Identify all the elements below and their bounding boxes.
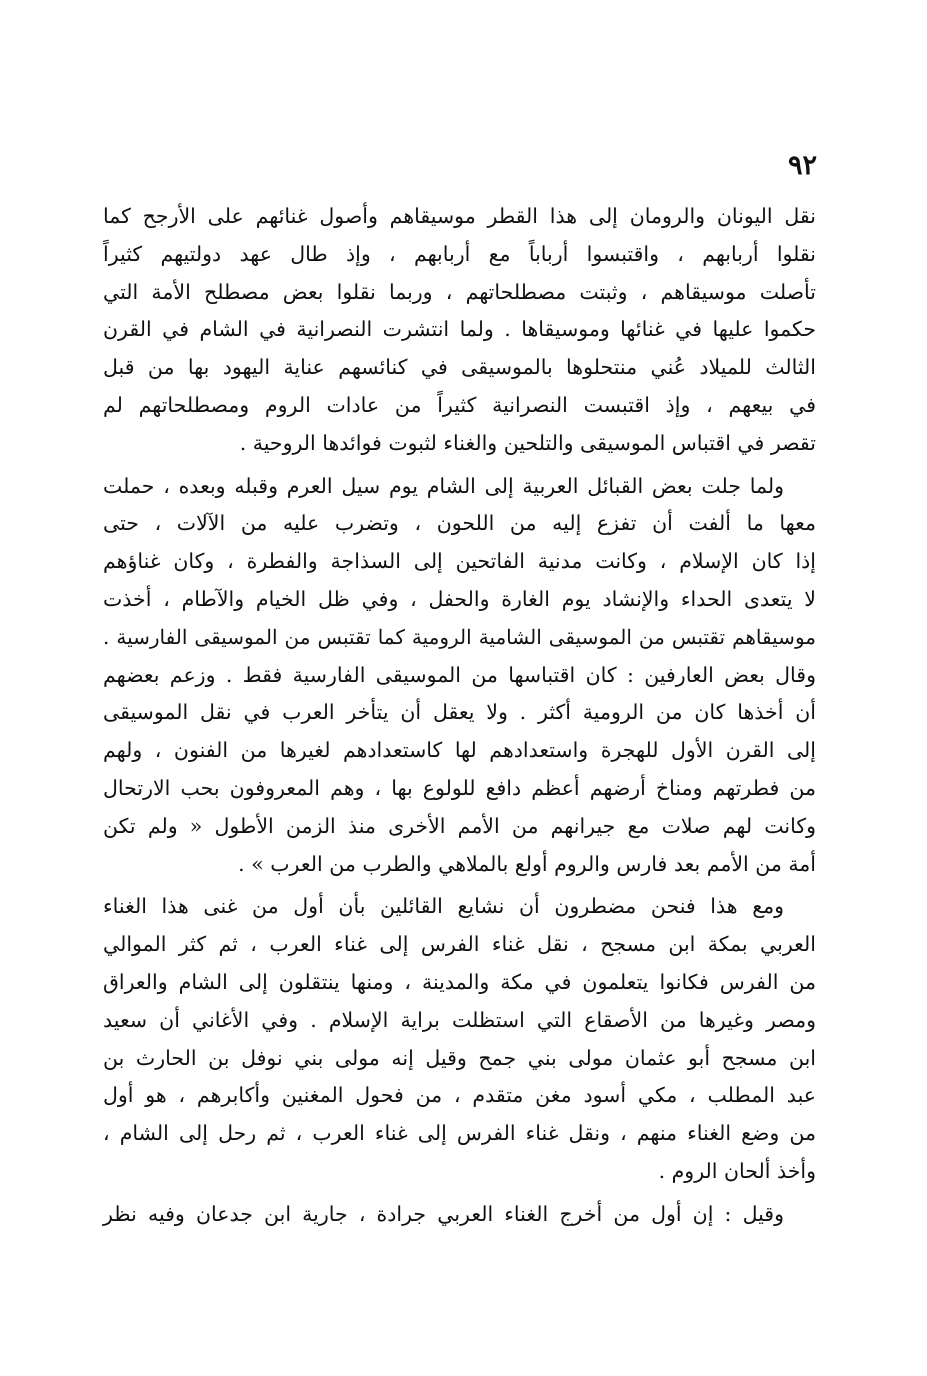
text-line: وقال بعض العارفين : كان اقتباسها من الموسيقى الفارسية فقط . وزعم بعضهم	[103, 662, 816, 687]
page-number: ٩٢	[787, 150, 817, 181]
text-line: معها ما ألفت أن تفزع إليه من اللحون ، وتضرب عليه من الآلات ، حتى	[103, 511, 816, 536]
text-line: ومع هذا فنحن مضطرون أن نشايع القائلين بأن أول من غنى هذا الغناء	[103, 894, 784, 919]
paragraph	[103, 1196, 816, 1234]
text-line: ابن مسجح أبو عثمان مولى بني جمح وقيل إنه مولى بني نوفل بن الحارث بن	[103, 1045, 816, 1070]
text-line: العربي بمكة ابن مسجح ، نقل غناء الفرس إلى غناء العرب ، ثم كثر الموالي	[103, 932, 816, 957]
text-line: من وضع الغناء منهم ، ونقل غناء الفرس إلى غناء العرب ، ثم رحل إلى الشام ،	[103, 1121, 816, 1146]
text-line: وقيل : إن أول من أخرج الغناء العربي جرادة ، جارية ابن جدعان وفيه نظر	[103, 1201, 784, 1226]
text-line: ومصر وغيرها من الأصقاع التي استظلت براية الإسلام . وفي الأغاني أن سعيد	[103, 1007, 816, 1032]
paragraph	[103, 468, 816, 884]
text-line: تقصر في اقتباس الموسيقى والتلحين والغناء لثبوت فوائدها الروحية .	[239, 430, 816, 455]
text-line: وأخذ ألحان الروم .	[658, 1158, 816, 1183]
text-line: إذا كان الإسلام ، وكانت مدنية الفاتحين إلى السذاجة والفطرة ، وكان غناؤهم	[103, 549, 816, 574]
text-line: عبد المطلب ، مكي أسود مغن متقدم ، من فحول المغنين وأكابرهم ، هو أول	[103, 1083, 816, 1108]
text-line: من فطرتهم ومناخ أرضهم أعظم دافع للولوع بها ، وهم المعروفون بحب الارتحال	[103, 775, 816, 800]
text-line: في بيعهم ، وإذ اقتبست النصرانية كثيراً من عادات الروم ومصطلحاتهم لم	[103, 392, 816, 417]
text-line: ولما جلت بعض القبائل العربية إلى الشام يوم سيل العرم وقبله وبعده ، حملت	[103, 473, 784, 498]
text-line: تأصلت موسيقاهم ، وثبتت مصطلحاتهم ، وربما نقلوا بعض مصطلح الأمة التي	[103, 279, 816, 304]
paragraph	[103, 888, 816, 1190]
text-line: إلى القرن الأول للهجرة واستعدادهم لها كاستعدادهم لغيرها من الفنون ، ولهم	[103, 738, 816, 763]
text-line: أمة من الأمم بعد فارس والروم أولع بالملاهي والطرب من العرب » .	[238, 851, 816, 876]
paragraph	[103, 198, 816, 463]
text-line: وكانت لهم صلات مع جيرانهم من الأمم الأخرى منذ الزمن الأطول « ولم تكن	[103, 813, 816, 838]
text-line: حكموا عليها في غنائها وموسيقاها . ولما انتشرت النصرانية في الشام في القرن	[103, 317, 816, 342]
text-line: لا يتعدى الحداء والإنشاد يوم الغارة والحفل ، وفي ظل الخيام والآطام ، أخذت	[103, 586, 816, 611]
text-line: من الفرس فكانوا يتعلمون في مكة والمدينة ، ومنها ينتقلون إلى الشام والعراق	[103, 969, 816, 994]
body-text	[103, 198, 816, 1234]
text-line: الثالث للميلاد عُني منتحلوها بالموسيقى في كنائسهم عناية اليهود بها من قبل	[103, 355, 816, 380]
text-line: نقلوا أربابهم ، واقتبسوا أرباباً مع أربابهم ، وإذ طال عهد دولتيهم كثيراً	[103, 241, 816, 266]
text-line: أن أخذها كان من الرومية أكثر . ولا يعقل أن يتأخر العرب في نقل الموسيقى	[103, 700, 816, 725]
text-line: نقل اليونان والرومان إلى هذا القطر موسيقاهم وأصول غنائهم على الأرجح كما	[103, 204, 816, 228]
text-line: موسيقاهم تقتبس من الموسيقى الشامية الرومية كما تقتبس من الموسيقى الفارسية .	[103, 624, 816, 649]
